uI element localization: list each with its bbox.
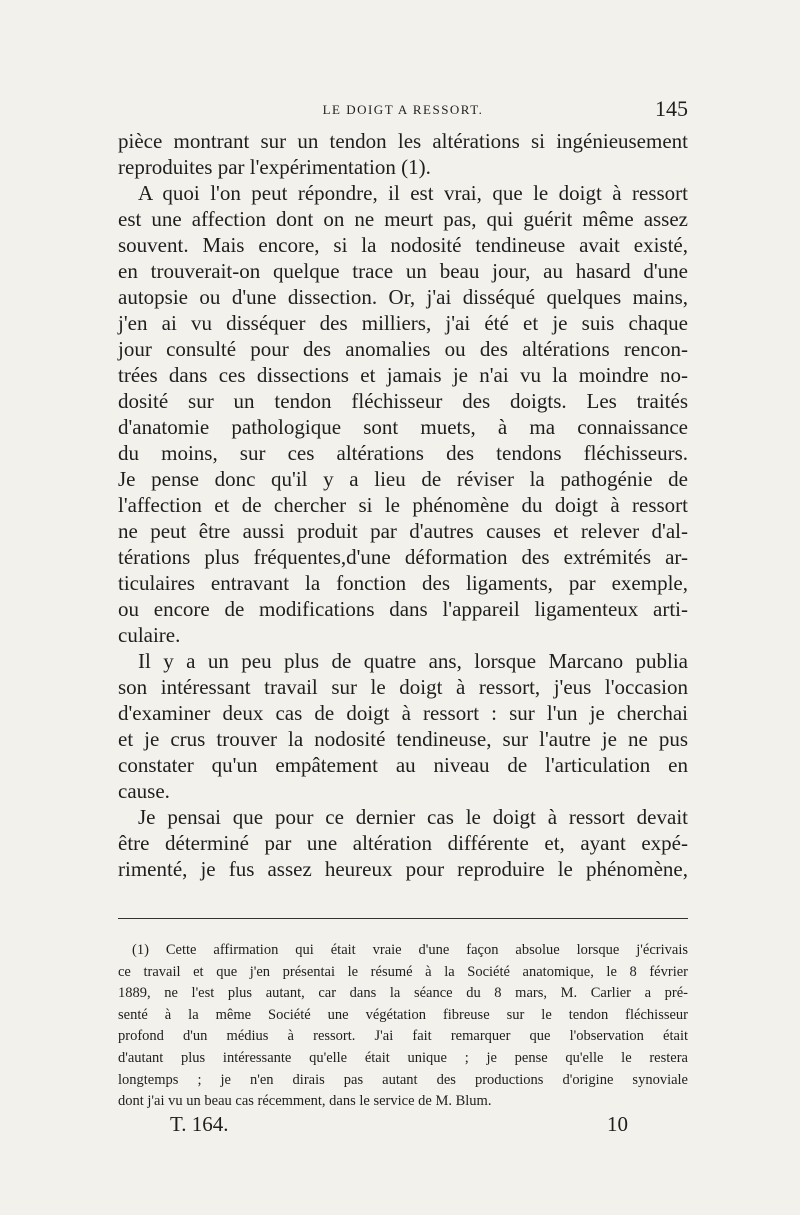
text-line: ne peut être aussi produit par d'autres causes et relever d'al-	[118, 519, 688, 543]
text-line: d'examiner deux cas de doigt à ressort : sur l'un je cherchai	[118, 701, 688, 725]
text-line: l'affection et de chercher si le phénomène du doigt à ressort	[118, 493, 688, 517]
text-line: j'en ai vu disséquer des milliers, j'ai été et je suis chaque	[118, 311, 688, 335]
text-line: dosité sur un tendon fléchisseur des doigts. Les traités	[118, 389, 688, 413]
text-line: être déterminé par une altération différente et, ayant expé-	[118, 831, 688, 855]
text-line: du moins, sur ces altérations des tendons fléchisseurs.	[118, 441, 688, 465]
text-line: son intéressant travail sur le doigt à ressort, j'eus l'occasion	[118, 675, 688, 699]
sheet-number: 10	[607, 1112, 628, 1136]
footnote	[118, 940, 688, 1113]
footnote-line: profond d'un médius à ressort. J'ai fait remarquer que l'observation était	[118, 1028, 688, 1045]
text-line: A quoi l'on peut répondre, il est vrai, que le doigt à ressort	[138, 181, 688, 205]
text-line: Je pense donc qu'il y a lieu de réviser la pathogénie de	[118, 467, 688, 491]
page-header	[118, 96, 688, 120]
page-footer	[118, 1112, 628, 1140]
footnote-line: senté à la même Société une végétation fibreuse sur le tendon fléchisseur	[118, 1006, 688, 1023]
text-line: jour consulté pour des anomalies ou des altérations rencon-	[118, 337, 688, 361]
text-line: Je pensai que pour ce dernier cas le doigt à ressort devait	[138, 805, 688, 829]
footnote-line: dont j'ai vu un beau cas récemment, dans le service de M. Blum.	[118, 1093, 492, 1110]
text-line: cause.	[118, 779, 170, 803]
page-number: 145	[655, 96, 688, 121]
footnote-line: longtemps ; je n'en dirais pas autant des productions d'origine synoviale	[118, 1071, 688, 1088]
text-line: constater qu'un empâtement au niveau de l'articulation en	[118, 753, 688, 777]
footnote-line: ce travail et que j'en présentai le résumé à la Société anatomique, le 8 février	[118, 963, 688, 980]
text-line: culaire.	[118, 623, 181, 647]
signature-mark: T. 164.	[170, 1112, 229, 1136]
text-line: et je crus trouver la nodosité tendineuse, sur l'autre je ne pus	[118, 727, 688, 751]
text-line: souvent. Mais encore, si la nodosité tendineuse avait existé,	[118, 233, 688, 257]
footnote-divider	[118, 918, 688, 919]
text-line: Il y a un peu plus de quatre ans, lorsque Marcano publia	[138, 649, 688, 673]
footnote-line: 1889, ne l'est plus autant, car dans la séance du 8 mars, M. Carlier a pré-	[118, 985, 688, 1002]
text-line: trées dans ces dissections et jamais je n'ai vu la moindre no-	[118, 363, 688, 387]
footnote-line: (1) Cette affirmation qui était vraie d'une façon absolue lorsque j'écrivais	[132, 942, 688, 958]
running-title: LE DOIGT A RESSORT.	[322, 102, 484, 117]
text-line: autopsie ou d'une dissection. Or, j'ai disséqué quelques mains,	[118, 285, 688, 309]
text-line: térations plus fréquentes,d'une déformation des extrémités ar-	[118, 545, 688, 569]
text-line: ou encore de modifications dans l'appareil ligamenteux arti-	[118, 597, 688, 621]
text-line: pièce montrant sur un tendon les altérations si ingénieusement	[118, 129, 688, 153]
text-line: reproduites par l'expérimentation (1).	[118, 155, 431, 179]
text-line: d'anatomie pathologique sont muets, à ma connaissance	[118, 415, 688, 439]
text-line: en trouverait-on quelque trace un beau jour, au hasard d'une	[118, 259, 688, 283]
footnote-line: d'autant plus intéressante qu'elle était unique ; je pense qu'elle le restera	[118, 1049, 688, 1066]
text-line: rimenté, je fus assez heureux pour reproduire le phénomène,	[118, 857, 688, 881]
body-text	[118, 128, 688, 882]
text-line: ticulaires entravant la fonction des ligaments, par exemple,	[118, 571, 688, 595]
text-line: est une affection dont on ne meurt pas, qui guérit même assez	[118, 207, 688, 231]
